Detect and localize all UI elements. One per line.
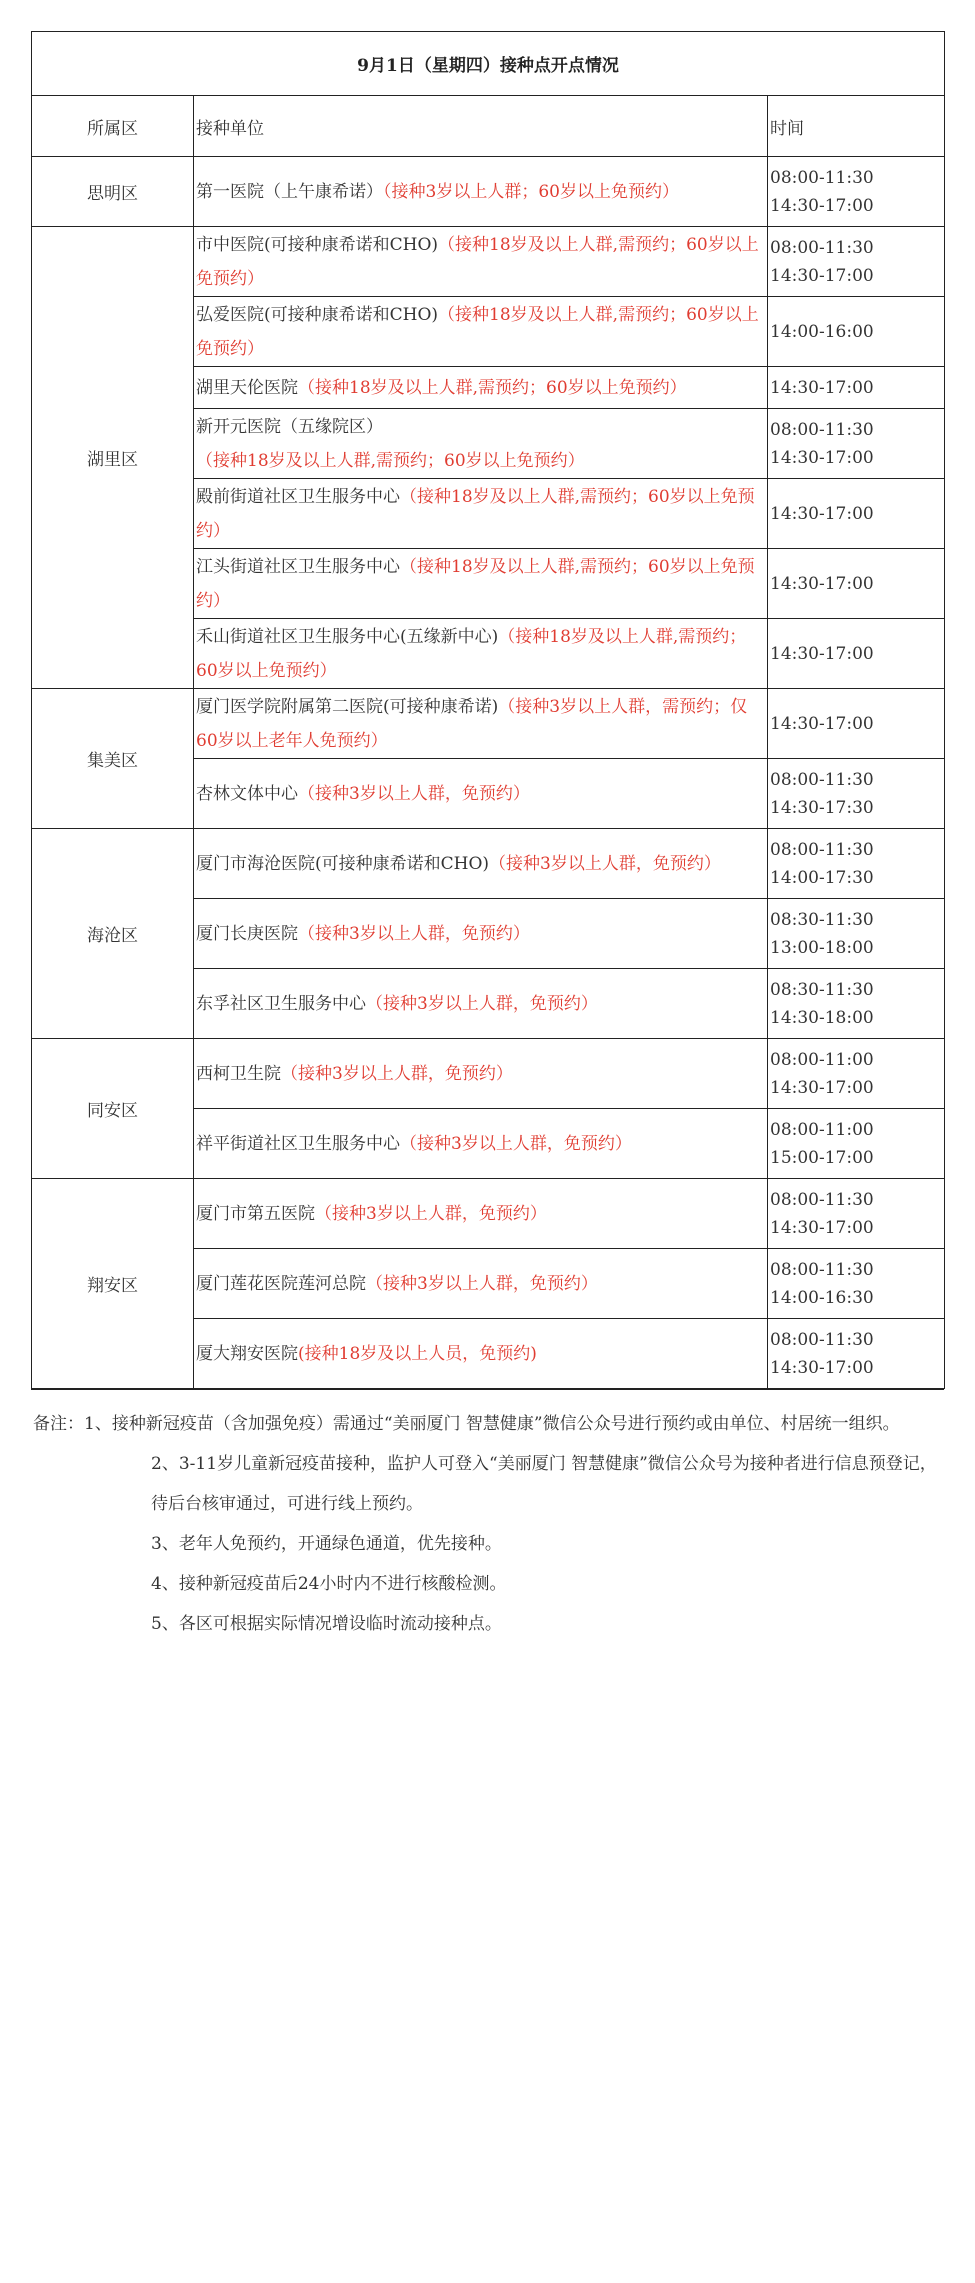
time-slot: 14:30-17:00 (770, 643, 874, 664)
time-cell (768, 1249, 945, 1319)
time-slot: 15:00-17:00 (770, 1147, 874, 1168)
site-name: 湖里天伦医院 (196, 377, 298, 398)
district-name: 集美区 (32, 689, 194, 829)
time-slot: 14:30-17:00 (770, 1357, 874, 1378)
site-name: 殿前街道社区卫生服务中心 (196, 486, 400, 507)
time-cell (768, 409, 945, 479)
time-slot: 14:30-17:00 (770, 573, 874, 594)
time-slot: 08:00-11:30 (770, 769, 874, 790)
note-5: 5、各区可根据实际情况增设临时流动接种点。 (151, 1614, 502, 1634)
time-slot: 08:00-11:00 (770, 1119, 874, 1140)
site-cell (194, 1039, 768, 1109)
notes-section (31, 1389, 944, 1644)
site-name: 厦大翔安医院 (196, 1343, 298, 1364)
note-2: 2、3-11岁儿童新冠疫苗接种，监护人可登入“美丽厦门 智慧健康”微信公众号为接种者进行信息预登记，待后台核审通过，可进行线上预约。 (151, 1454, 937, 1514)
site-cell (194, 689, 768, 759)
site-note: （接种3岁以上人群，需预约；仅60岁以上老年人免预约） (196, 696, 748, 751)
time-cell (768, 227, 945, 297)
time-cell (768, 367, 945, 409)
time-cell (768, 759, 945, 829)
time-slot: 08:00-11:30 (770, 167, 874, 188)
page-title: 9月1日（星期四）接种点开点情况 (32, 32, 945, 96)
vaccination-sheet (31, 31, 944, 1644)
table-row (32, 689, 945, 759)
time-cell (768, 899, 945, 969)
site-note: （接种18岁及以上人群,需预约；60岁以上免预约） (196, 234, 759, 289)
site-note: （接种3岁以上人群，免预约） (298, 783, 530, 804)
time-cell (768, 619, 945, 689)
site-name: 厦门医学院附属第二医院(可接种康希诺) (196, 696, 499, 717)
site-note: （接种3岁以上人群，免预约） (298, 923, 530, 944)
time-cell (768, 1319, 945, 1389)
time-slot: 14:30-17:00 (770, 1217, 874, 1238)
header-unit: 接种单位 (194, 96, 768, 157)
site-cell (194, 1179, 768, 1249)
site-note: （接种18岁及以上人群,需预约；60岁以上免预约） (298, 377, 687, 398)
site-cell (194, 297, 768, 367)
note-1: 备注：1、接种新冠疫苗（含加强免疫）需通过“美丽厦门 智慧健康”微信公众号进行预约或由单位、村居统一组织。 (33, 1414, 900, 1434)
site-cell (194, 1249, 768, 1319)
site-name: 江头街道社区卫生服务中心 (196, 556, 400, 577)
time-slot: 08:00-11:30 (770, 237, 874, 258)
site-name: 第一医院（上午康希诺） (196, 181, 383, 202)
site-name: 东孚社区卫生服务中心 (196, 993, 366, 1014)
site-note: （接种18岁及以上人群,需预约；60岁以上免预约） (196, 304, 759, 359)
schedule-table (31, 31, 945, 1389)
site-cell (194, 227, 768, 297)
time-cell (768, 157, 945, 227)
site-name: 禾山街道社区卫生服务中心(五缘新中心) (196, 626, 499, 647)
table-row (32, 157, 945, 227)
time-slot: 14:30-17:00 (770, 265, 874, 286)
site-note: （接种18岁及以上人群,需预约；60岁以上免预约） (196, 450, 585, 471)
header-district: 所属区 (32, 96, 194, 157)
time-slot: 14:30-17:00 (770, 1077, 874, 1098)
time-slot: 08:00-11:00 (770, 1049, 874, 1070)
district-name: 翔安区 (32, 1179, 194, 1389)
site-note: （接种18岁及以上人群,需预约；60岁以上免预约） (196, 626, 747, 681)
district-name: 湖里区 (32, 227, 194, 689)
site-cell (194, 479, 768, 549)
time-slot: 08:30-11:30 (770, 909, 874, 930)
time-slot: 13:00-18:00 (770, 937, 874, 958)
time-slot: 14:00-17:30 (770, 867, 874, 888)
time-slot: 08:00-11:30 (770, 1259, 874, 1280)
site-note: （接种18岁及以上人群,需预约；60岁以上免预约） (196, 556, 755, 611)
site-cell (194, 549, 768, 619)
site-cell (194, 759, 768, 829)
site-note: (接种18岁及以上人员，免预约) (298, 1343, 537, 1364)
site-name: 厦门长庚医院 (196, 923, 298, 944)
time-slot: 08:00-11:30 (770, 1329, 874, 1350)
site-cell (194, 1319, 768, 1389)
header-time: 时间 (768, 96, 945, 157)
site-note: （接种3岁以上人群，免预约） (489, 853, 721, 874)
table-row (32, 1179, 945, 1249)
time-cell (768, 1109, 945, 1179)
site-name: 厦门市第五医院 (196, 1203, 315, 1224)
district-name: 思明区 (32, 157, 194, 227)
time-slot: 08:00-11:30 (770, 419, 874, 440)
time-cell (768, 969, 945, 1039)
site-note: （接种18岁及以上人群,需预约；60岁以上免预约） (196, 486, 755, 541)
time-slot: 08:00-11:30 (770, 1189, 874, 1210)
table-row (32, 227, 945, 297)
district-name: 同安区 (32, 1039, 194, 1179)
time-slot: 14:30-17:00 (770, 713, 874, 734)
site-cell (194, 409, 768, 479)
time-slot: 14:30-17:00 (770, 377, 874, 398)
time-slot: 14:30-17:00 (770, 195, 874, 216)
district-name: 海沧区 (32, 829, 194, 1039)
site-cell (194, 619, 768, 689)
site-note: （接种3岁以上人群，免预约） (366, 993, 598, 1014)
time-cell (768, 689, 945, 759)
time-slot: 14:00-16:30 (770, 1287, 874, 1308)
header-row (32, 96, 945, 157)
time-cell (768, 829, 945, 899)
time-cell (768, 1039, 945, 1109)
site-cell (194, 367, 768, 409)
time-slot: 08:30-11:30 (770, 979, 874, 1000)
site-note: （接种3岁以上人群；60岁以上免预约） (383, 181, 679, 202)
time-slot: 14:30-17:00 (770, 447, 874, 468)
site-cell (194, 829, 768, 899)
site-name: 杏林文体中心 (196, 783, 298, 804)
time-slot: 14:00-16:00 (770, 321, 874, 342)
site-name: 新开元医院（五缘院区） (196, 416, 383, 437)
site-name: 祥平街道社区卫生服务中心 (196, 1133, 400, 1154)
site-note: （接种3岁以上人群，免预约） (400, 1133, 632, 1154)
table-row (32, 1039, 945, 1109)
note-4: 4、接种新冠疫苗后24小时内不进行核酸检测。 (151, 1574, 507, 1594)
site-name: 厦门莲花医院莲河总院 (196, 1273, 366, 1294)
site-cell (194, 899, 768, 969)
site-cell (194, 157, 768, 227)
site-name: 西柯卫生院 (196, 1063, 281, 1084)
time-cell (768, 479, 945, 549)
table-row (32, 829, 945, 899)
site-cell (194, 1109, 768, 1179)
site-name: 弘爱医院(可接种康希诺和CHO) (196, 304, 439, 325)
note-3: 3、老年人免预约，开通绿色通道，优先接种。 (151, 1534, 502, 1554)
site-note: （接种3岁以上人群，免预约） (281, 1063, 513, 1084)
site-note: （接种3岁以上人群，免预约） (315, 1203, 547, 1224)
time-cell (768, 297, 945, 367)
site-name: 市中医院(可接种康希诺和CHO) (196, 234, 439, 255)
time-slot: 14:30-17:00 (770, 503, 874, 524)
time-slot: 08:00-11:30 (770, 839, 874, 860)
time-slot: 14:30-17:30 (770, 797, 874, 818)
site-note: （接种3岁以上人群，免预约） (366, 1273, 598, 1294)
site-cell (194, 969, 768, 1039)
time-cell (768, 1179, 945, 1249)
time-cell (768, 549, 945, 619)
time-slot: 14:30-18:00 (770, 1007, 874, 1028)
site-name: 厦门市海沧医院(可接种康希诺和CHO) (196, 853, 490, 874)
